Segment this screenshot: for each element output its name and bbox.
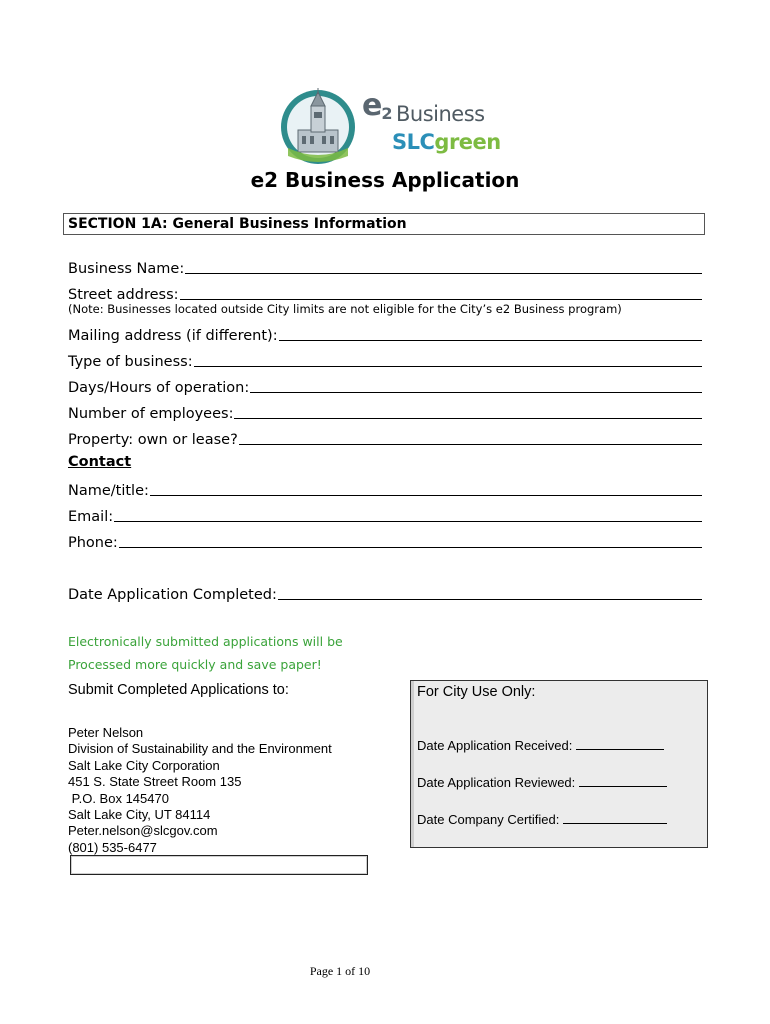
property-line[interactable] (239, 443, 702, 445)
type-of-business-field[interactable] (68, 348, 702, 370)
days-hours-field[interactable] (68, 374, 702, 396)
street-address-note: (Note: Businesses located outside City limits are not eligible for the City’s e2 Business program) (68, 302, 622, 316)
date-certified-row[interactable] (417, 812, 667, 827)
section-title: SECTION 1A: General Business Information (68, 216, 407, 232)
property-label: Property: own or lease? (68, 432, 238, 448)
employees-line[interactable] (234, 417, 702, 419)
submit-address (68, 725, 332, 856)
email-field[interactable] (68, 503, 702, 525)
business-name-label: Business Name: (68, 261, 185, 277)
electronic-note-line-1: Electronically submitted applications will be (68, 634, 343, 649)
date-received-row[interactable] (417, 738, 664, 753)
electronic-note-line-2: Processed more quickly and save paper! (68, 657, 322, 672)
street-address-field[interactable] (68, 281, 702, 303)
empty-form-box[interactable] (70, 855, 368, 875)
type-of-business-label: Type of business: (68, 354, 193, 370)
contact-heading: Contact (68, 454, 132, 470)
phone-field[interactable] (68, 529, 702, 551)
email-line[interactable] (114, 520, 702, 522)
date-reviewed-row[interactable] (417, 775, 667, 790)
address-email[interactable]: Peter.nelson@slcgov.com (68, 823, 218, 839)
name-title-line[interactable] (150, 494, 702, 496)
document-title: e2 Business Application (250, 168, 520, 192)
address-phone: (801) 535-6477 (68, 839, 157, 855)
business-name-line[interactable] (185, 272, 702, 274)
date-reviewed-label: Date Application Reviewed: (417, 775, 576, 790)
e2-business-logo (278, 68, 508, 168)
name-title-label: Name/title: (68, 483, 149, 499)
submit-heading: Submit Completed Applications to: (68, 682, 289, 698)
logo-e2-mark: $e_2$ (362, 88, 392, 123)
employees-field[interactable] (68, 400, 702, 422)
date-completed-label: Date Application Completed: (68, 587, 277, 603)
address-line: Salt Lake City, UT 84114 (68, 807, 211, 823)
days-hours-label: Days/Hours of operation: (68, 380, 250, 396)
street-address-line[interactable] (180, 298, 702, 300)
address-line: P.O. Box 145470 (68, 790, 169, 806)
property-field[interactable] (68, 426, 702, 448)
business-name-field[interactable] (68, 255, 702, 277)
address-line: 451 S. State Street Room 135 (68, 774, 242, 790)
date-completed-line[interactable] (278, 598, 702, 600)
mailing-address-label: Mailing address (if different): (68, 328, 278, 344)
type-of-business-line[interactable] (194, 365, 702, 367)
logo-business-text: Business (396, 102, 485, 126)
page-number: Page 1 of 10 (309, 964, 371, 978)
date-reviewed-line[interactable] (579, 785, 667, 787)
city-use-title: For City Use Only: (417, 684, 536, 700)
city-hall-badge-icon (278, 86, 358, 168)
date-certified-line[interactable] (563, 822, 667, 824)
days-hours-line[interactable] (250, 391, 702, 393)
mailing-address-field[interactable] (68, 322, 702, 344)
mailing-address-line[interactable] (279, 339, 702, 341)
email-label: Email: (68, 509, 114, 525)
section-header (63, 213, 705, 235)
address-line: Peter Nelson (68, 725, 144, 740)
date-received-line[interactable] (576, 748, 664, 750)
date-received-label: Date Application Received: (417, 738, 573, 753)
phone-line[interactable] (119, 546, 702, 548)
name-title-field[interactable] (68, 477, 702, 499)
phone-label: Phone: (68, 535, 118, 551)
employees-label: Number of employees: (68, 406, 234, 422)
date-certified-label: Date Company Certified: (417, 812, 560, 827)
date-completed-field[interactable] (68, 581, 702, 603)
logo-slcgreen-text: SLCgreen (392, 130, 501, 154)
street-address-label: Street address: (68, 287, 179, 303)
address-line: Salt Lake City Corporation (68, 757, 220, 773)
address-line: Division of Sustainability and the Environment (68, 741, 332, 757)
